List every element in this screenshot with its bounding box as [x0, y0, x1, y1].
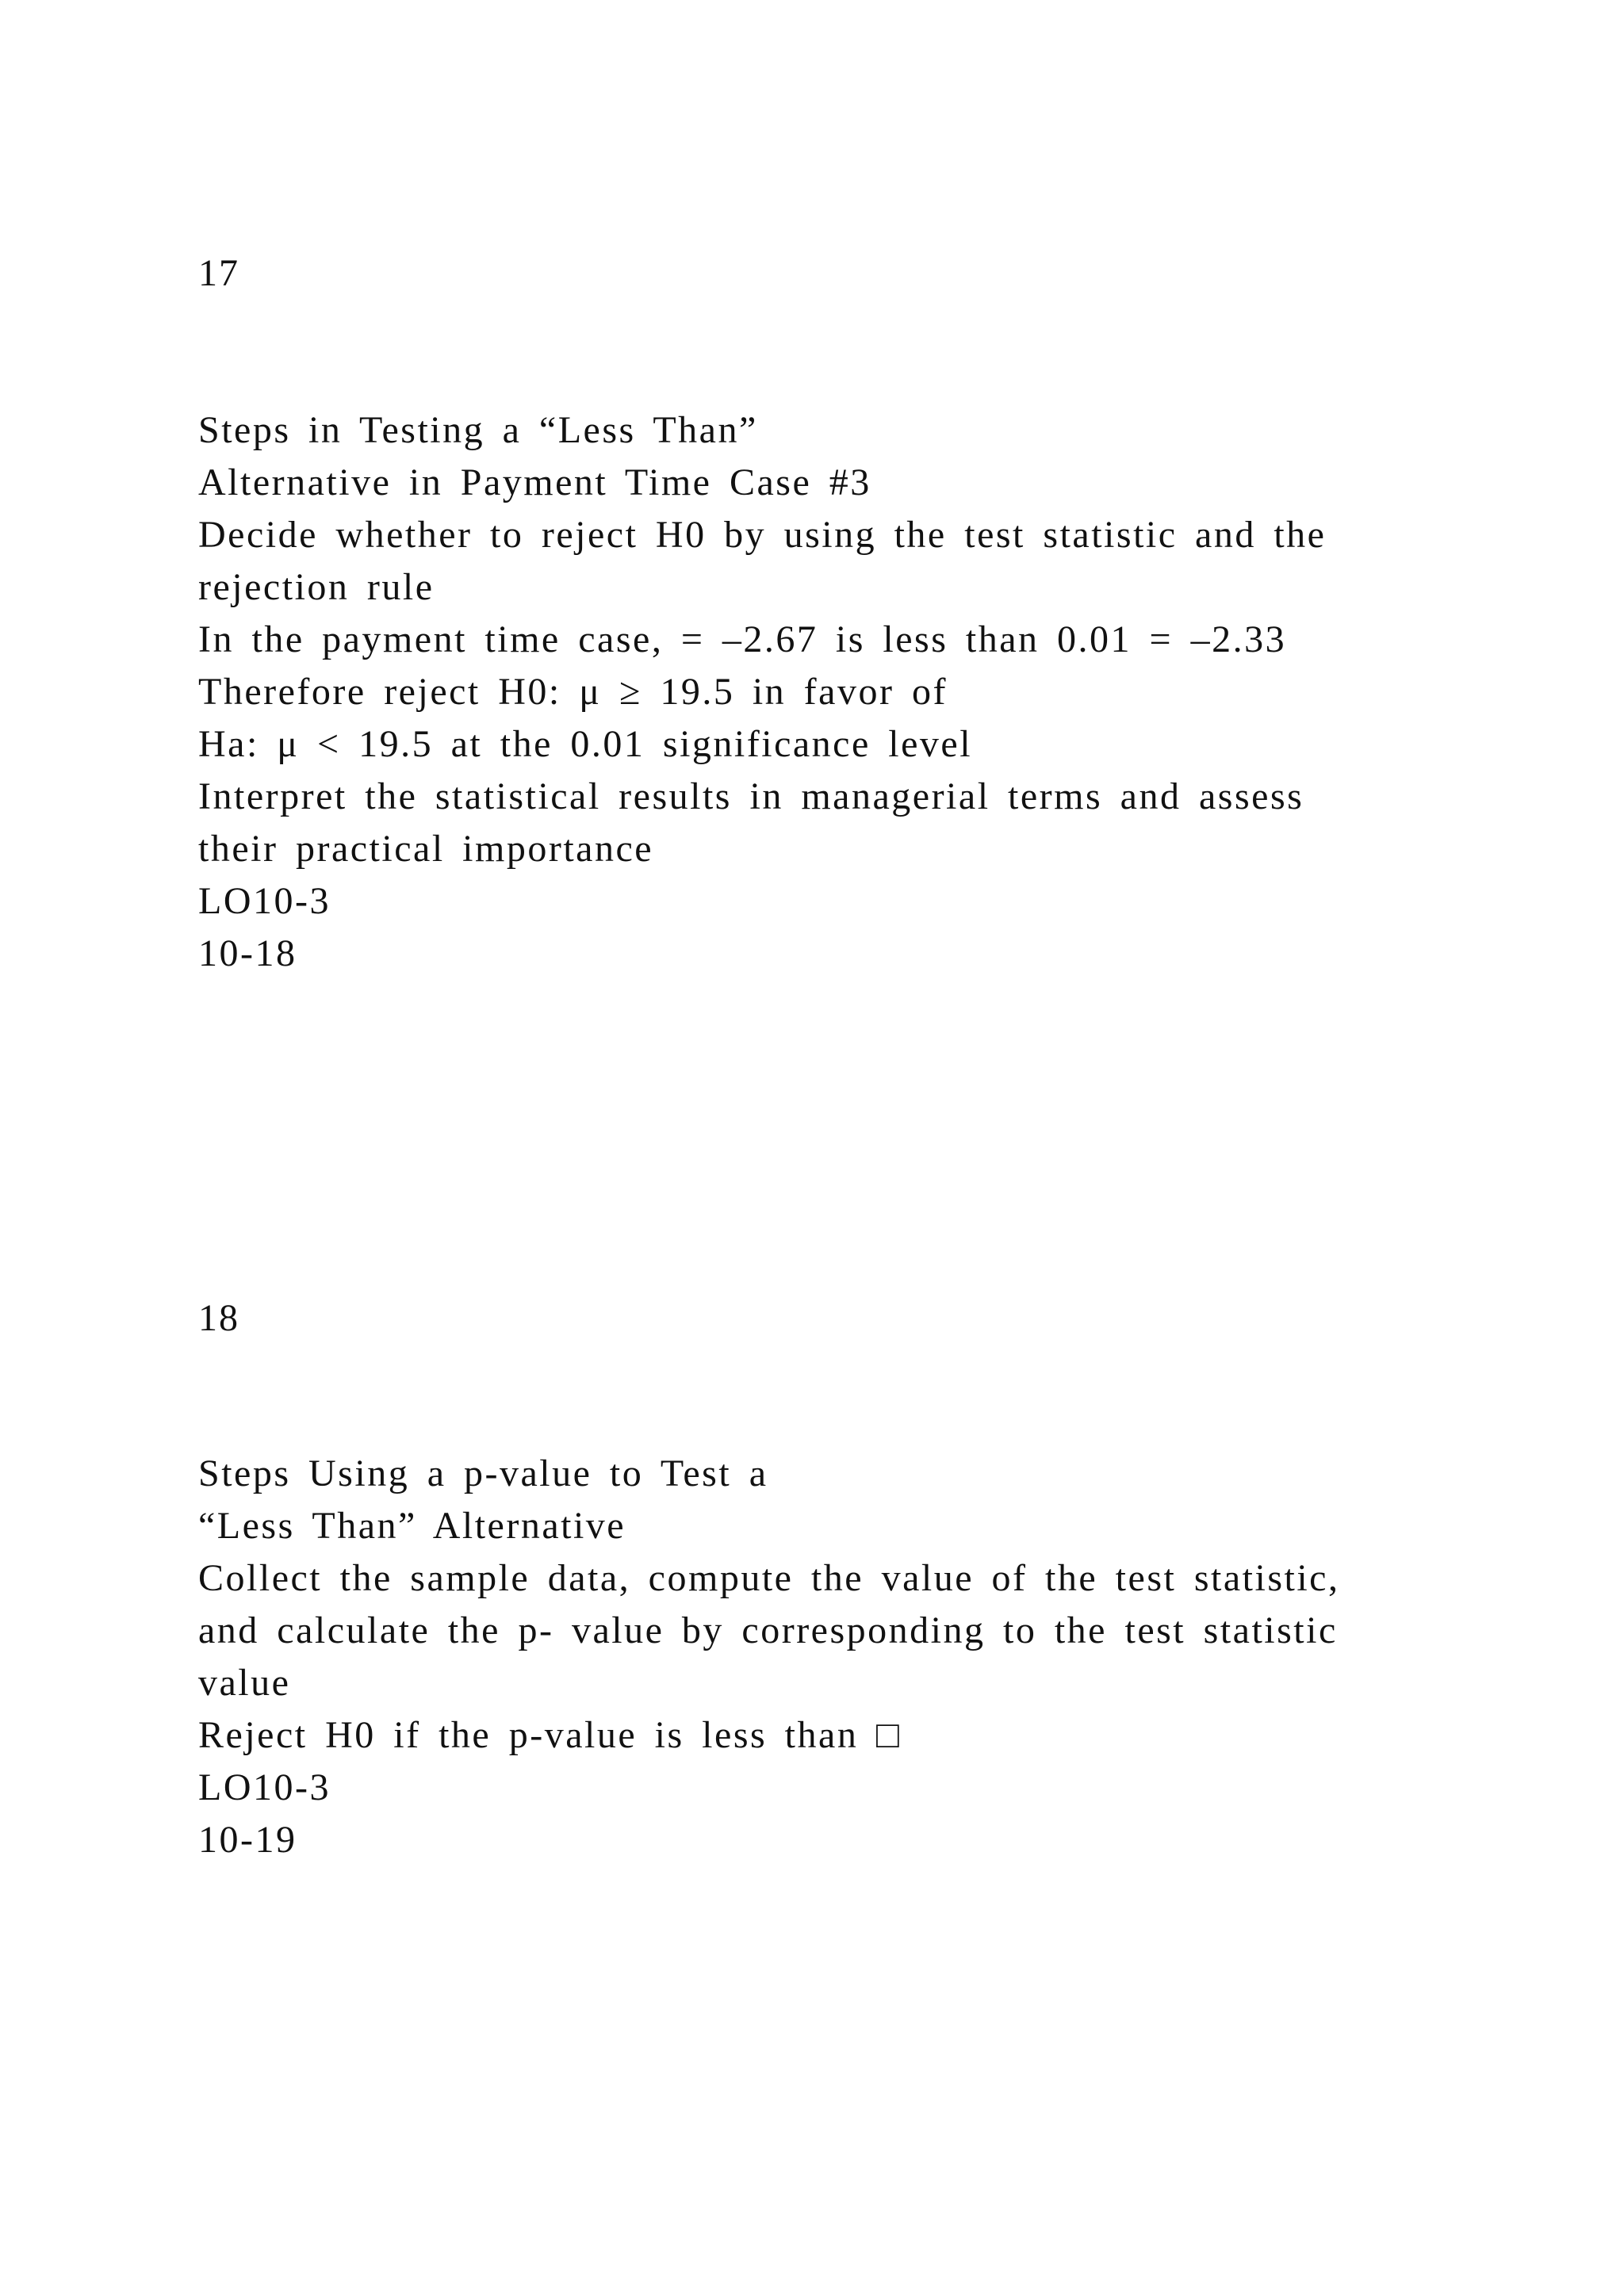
slide-18-body-line: and calculate the p- value by corresponding to the test statistic [198, 1609, 1338, 1651]
slide-18-title-line-2: “Less Than” Alternative [198, 1505, 626, 1547]
slide-17-title-line-1: Steps in Testing a “Less Than” [198, 409, 758, 451]
slide-18-body-line: value [198, 1662, 291, 1704]
slide-number-17: 17 [198, 252, 239, 294]
slide-17-body-line: In the payment time case, = –2.67 is less than 0.01 = –2.33 [198, 618, 1287, 660]
slide-17-content [198, 404, 1435, 980]
slide-18-body-line: Reject H0 if the p-value is less than □ [198, 1714, 902, 1756]
slide-18-page-code: 10-19 [198, 1819, 297, 1861]
slide-18-learning-objective: LO10-3 [198, 1766, 331, 1808]
slide-17-body-line: Ha: μ < 19.5 at the 0.01 significance level [198, 723, 973, 765]
slide-17-body-line: Therefore reject H0: μ ≥ 19.5 in favor of [198, 671, 948, 713]
slide-17-body-line: rejection rule [198, 566, 435, 608]
slide-18-title-line-1: Steps Using a p-value to Test a [198, 1452, 768, 1494]
slide-17-body-line: their practical importance [198, 828, 654, 870]
slide-17-body-line: Interpret the statistical results in managerial terms and assess [198, 775, 1304, 817]
slide-17-body-line: Decide whether to reject H0 by using the test statistic and the [198, 514, 1327, 556]
slide-number-18: 18 [198, 1297, 239, 1339]
slide-17-learning-objective: LO10-3 [198, 880, 331, 922]
slide-18-body-line: Collect the sample data, compute the value of the test statistic, [198, 1557, 1340, 1599]
slide-17-page-code: 10-18 [198, 932, 297, 974]
slide-18-content [198, 1448, 1435, 1866]
slide-17-title-line-2: Alternative in Payment Time Case #3 [198, 461, 871, 503]
